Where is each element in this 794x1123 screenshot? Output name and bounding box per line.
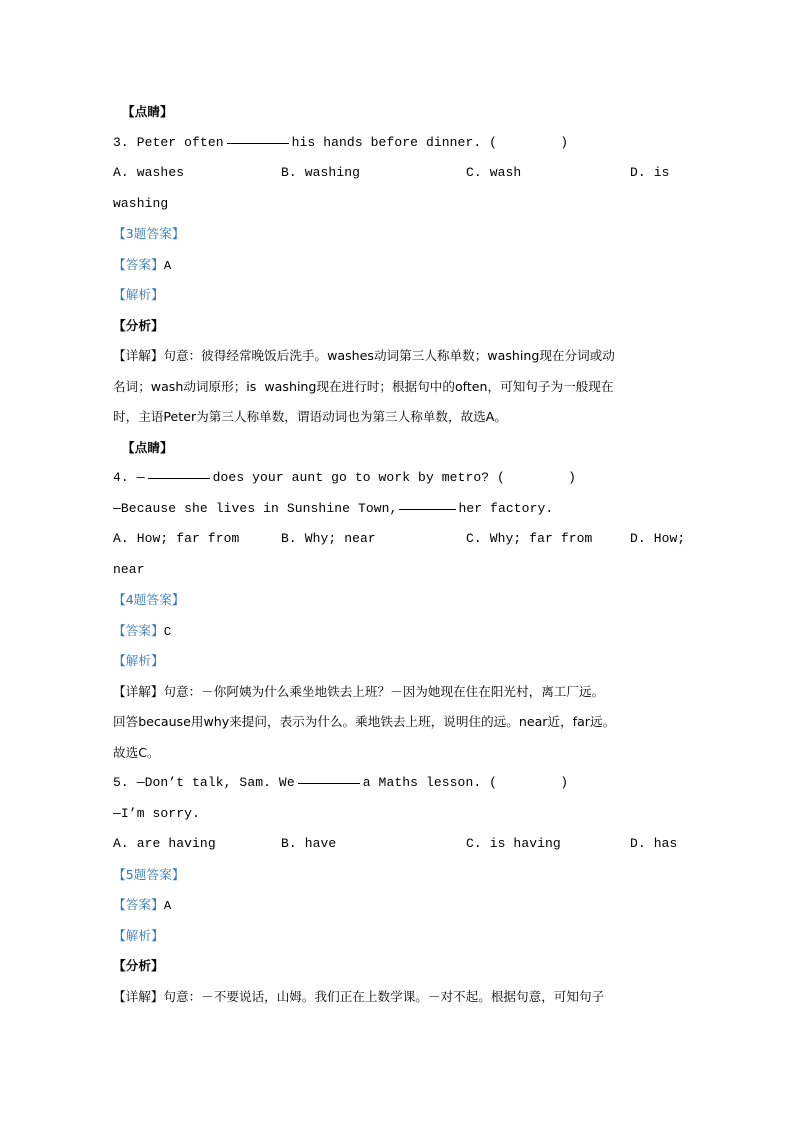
option-a-text: washes — [136, 165, 185, 180]
question-3-stem-after: his hands before dinner. ( ) — [291, 134, 569, 150]
question-5-stem-line2: —I’m sorry. — [113, 805, 200, 821]
question-3-explanation-line-3: 时，主语Peter为第三人称单数，谓语动词也为第三人称单数，故选A。 — [113, 409, 507, 424]
question-4-stem-before: 4. — — [113, 470, 145, 485]
question-4-options — [113, 524, 684, 555]
option-c-text: Why; far from — [489, 531, 593, 546]
option-d-key: D. — [630, 165, 646, 180]
question-3-answer-heading: 【3题答案】 — [113, 226, 185, 241]
answer-label: 【答案】 — [113, 622, 164, 638]
answer-value: A — [163, 258, 172, 273]
question-3-fenxi-marker: 【分析】 — [113, 317, 164, 333]
question-5-stem-before: 5. —Don’t talk, Sam. We — [113, 775, 295, 790]
question-4-answer-heading: 【4题答案】 — [113, 592, 185, 607]
question-4-stem — [113, 463, 684, 494]
question-3-stem-before: 3. Peter often — [113, 134, 224, 150]
option-c-text: is having — [489, 836, 561, 851]
answer-value: C — [163, 624, 172, 639]
option-b-text: have — [304, 836, 337, 851]
answer-blank — [148, 478, 210, 479]
question-5-stem-after: a Maths lesson. ( ) — [362, 775, 569, 790]
question-5-explanation-line-1: 【详解】句意：－不要说话，山姆。我们正在上数学课。－对不起。根据句意，可知句子 — [113, 988, 605, 1004]
option-a-key: A. — [113, 836, 129, 851]
option-d[interactable] — [630, 829, 677, 860]
option-c-key: C. — [466, 531, 482, 546]
option-d-text: has — [653, 836, 678, 851]
option-b[interactable] — [281, 158, 466, 189]
answer-value: A — [163, 899, 172, 913]
question-3-explanation-line-1: 【详解】句意：彼得经常晚饭后洗手。washes动词第三人称单数；washing现在分词或动 — [113, 348, 615, 363]
answer-blank — [298, 783, 360, 784]
answer-blank — [227, 143, 289, 144]
option-c[interactable] — [466, 158, 630, 189]
answer-label: 【答案】 — [113, 256, 164, 272]
option-b-key: B. — [281, 531, 297, 546]
question-3-stem — [113, 128, 684, 159]
option-a-key: A. — [113, 165, 129, 180]
option-a-text: are having — [136, 836, 216, 851]
option-c-text: wash — [489, 165, 522, 180]
option-a[interactable] — [113, 158, 281, 189]
question-4-stem-line2 — [113, 494, 684, 525]
question-5-answer-heading: 【5题答案】 — [113, 866, 185, 882]
dianjing-marker-top: 【点睛】 — [122, 104, 173, 119]
question-4-explanation-line-2: 回答because用why来提问，表示为什么。乘地铁去上班，说明住的远。near近，far远。 — [113, 714, 616, 729]
question-4-jiexi-marker: 【解析】 — [113, 653, 164, 668]
question-4-answer-row — [113, 616, 684, 647]
question-5-fenxi-marker: 【分析】 — [113, 958, 164, 973]
question-3-jiexi-marker: 【解析】 — [113, 287, 164, 302]
option-a[interactable] — [113, 829, 281, 860]
option-d[interactable] — [630, 158, 670, 189]
option-b-text: washing — [304, 165, 361, 180]
option-c-key: C. — [466, 165, 482, 180]
question-3-option-overflow: washing — [113, 195, 169, 211]
option-a-text: How; far from — [136, 531, 240, 546]
option-d-text: How; — [653, 531, 686, 546]
option-b-text: Why; near — [304, 531, 376, 546]
option-b-key: B. — [281, 165, 297, 180]
option-c[interactable] — [466, 524, 630, 555]
question-4-option-overflow: near — [113, 561, 145, 577]
question-5-stem — [113, 768, 684, 799]
option-a[interactable] — [113, 524, 281, 555]
question-3-options — [113, 158, 684, 189]
question-5-options — [113, 829, 684, 860]
question-4-stem-line2-before: —Because she lives in Sunshine Town, — [113, 500, 398, 516]
question-3-dianjing-marker: 【点睛】 — [122, 439, 173, 455]
question-4-stem-line2-after: her factory. — [458, 500, 554, 516]
question-5-answer-row — [113, 890, 684, 921]
question-4-explanation-line-1: 【详解】句意：－你阿姨为什么乘坐地铁去上班？－因为她现在住在阳光村，离工厂远。 — [113, 683, 605, 699]
option-d[interactable] — [630, 524, 685, 555]
question-4-stem-after: does your aunt go to work by metro? ( ) — [212, 470, 577, 485]
answer-label: 【答案】 — [113, 897, 164, 912]
option-a-key: A. — [113, 531, 129, 546]
question-3-answer-row — [113, 250, 684, 281]
question-3-explanation-line-2: 名词；wash动词原形；is washing现在进行时；根据句中的often，可知句子为一般现在 — [113, 378, 614, 394]
option-b[interactable] — [281, 524, 466, 555]
option-b-key: B. — [281, 836, 297, 851]
question-5-jiexi-marker: 【解析】 — [113, 927, 164, 943]
question-4-explanation-line-3: 故选C。 — [113, 744, 160, 760]
answer-blank — [399, 509, 456, 510]
option-d-text: is — [653, 165, 670, 180]
option-c[interactable] — [466, 829, 630, 860]
option-d-key: D. — [630, 531, 646, 546]
option-c-key: C. — [466, 836, 482, 851]
option-d-key: D. — [630, 836, 646, 851]
option-b[interactable] — [281, 829, 466, 860]
